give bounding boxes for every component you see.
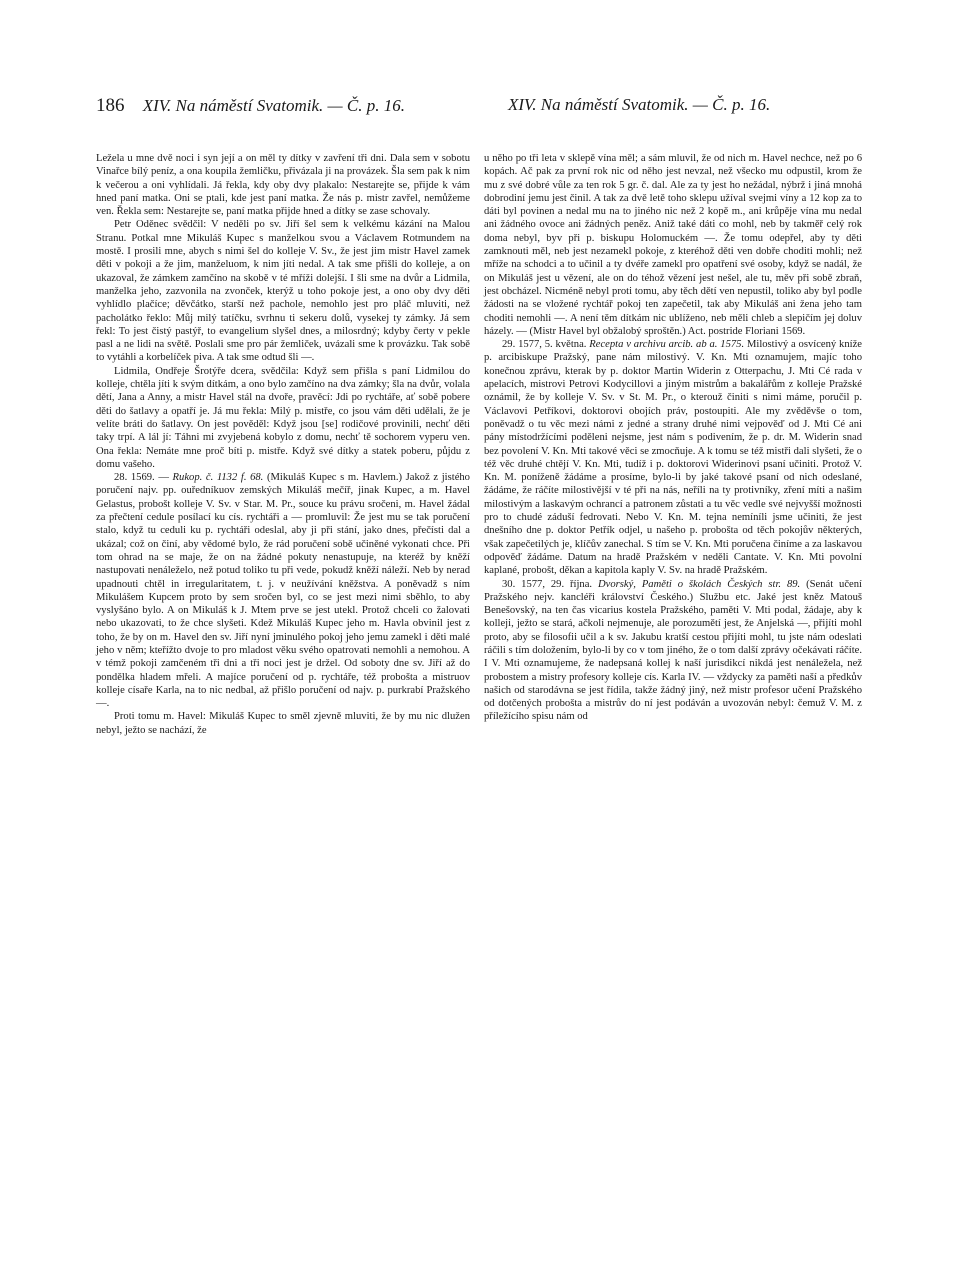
- paragraph: u něho po tři leta v sklepě vína měl; a sám mluvil, že od nich m. Havel nechce, než po 6 kopách. Ač pak za první rok nic od něho jest nevzal, než všecko mu odpustil, krom že mu z své dobré vůle za ten rok 5 gr. č. dal. Ale za ty jest ho nežádal, nýbrž i jiná mnohá dobrodiní jemu jest činil. A tak za dvě letě toho sklepu užíval svejmi víny a 12 kop za to dáti byl povinen a nedal mu na to jiného nic než 2 kopě m., ani krůpěje vína mu nedal ani žádného ovoce ani žádných peněz. Aniž také dáti co mohl, neb by takměř celý rok doma nebyl, byv při p. biskupu Holomuckém —. Že tomu odepřel, aby ty děti zamknouti měl, neb jest nezamekl pokoje, z kteréhož děti ven dobře choditi mohli; než mříže na schodci a to učinil a ty dvéře zamekl pro opatření své osoby, když se nadál, že on Mikuláš jest u vězení, ale on do téhož vězení jest nešel, ale tu, měv při sobě zbraň, jest obcházel. Nicméně nebyl proti tomu, aby těch dětí ven nepustil, toliko aby byl podle žádosti na se vložené rychtář pokoj ten zapečetil, tak aby Mikuláš ani žena jeho tam choditi nemohli —. A není těm dítkám nic ublíženo, neb měli chleb a slepičím jej doluv házely. — (Mistr Havel byl obžalobý sproštěn.) Act. postride Floriani 1569.: [484, 153, 862, 337]
- left-running-title: XIV. Na náměstí Svatomik. — Č. p. 16.: [142, 96, 405, 115]
- document-entry-28: [96, 471, 470, 710]
- source-citation: Dvorský, Paměti o školách Českých str. 89.: [597, 578, 801, 590]
- paragraph: Ležela u mne dvě noci i syn její a on měl ty dítky v zavření tři dni. Dala sem v sobotu Vinařce bílý peníz, a ona koupila žemličku, přivázala ji na provázek. Šla sem pak k nim k večerou a oni vyhlídali. Já řekla, kdy oby dvy plakalo: Nestarejte se, přijde k vám hned paní matka. Oni se ptali, kde jest paní matka. Že nás p. mistr zavřel, nemůžeme ven. Řekla sem: Nestarejte se, paní matka přijde hned a dítky se zase schovaly.: [96, 153, 470, 218]
- source-citation: Recepta v archivu arcib. ab a. 1575.: [589, 339, 745, 351]
- paragraph: Lidmila, Ondřeje Šrotýře dcera, svědčila: Když sem přišla s paní Lidmilou do kolleje, chtěla jíti k svým dítkám, a ono bylo zamčíno na dva zámky; šla na dvůr, volala dětí, Jana a Anny, a mistr Havel stál na dvoře, pravěcí: Jdi po rychtáře, ať sobě pobere děti do šatlavy a opatří je. Já mu řekla: Milý p. mistře, co jsou vám děti udělali, že je velíte bráti do šatlavy. On jest pověděl: Když jsou [se] rodičové provinili, nechť děti taky trpí. A lál jí: Táhni mi zvyjebená kobylo z domu, nechť tě sochorem vyperu ven. Ona řekla: Nemáte mne proč bíti p. mistře. Když své dítky a statek poberu, půjdu z domu vašeho.: [96, 365, 470, 470]
- entry-text: (Senát učení Pražského nejv. kancléři království Českého.) Službu etc. Jaké jest kněz Matouš Benešovský, na ten čas vicarius kostela Pražského, paměti V. Mti podal, žádaje, aby k kolleji, ježto se stará, ačkoli nejmenuje, ale porozumětí jest, že Anjelská —, přijíti mohl proto, aby se filosofii učil a k sv. Jakubu kratší cestou přijíti mohl, tu jste nám odeslati ráčili s tím doložením, bylo-li by co v tom jiného, že o tom další zprávy očekávati ráčíte. I V. Mti oznamujeme, že nadepsaná kollej k naší jurisdikcí nikdá jest nenáležela, než probostem a mistry profesory kolleje cís. Karla IV. — vždycky za paměti naší a předkův našich od starodávna se jest řídila, takže žádný jiný, než mistr profesor učení Pražského od dotčených probošta a mistrův do ní jest podáván a uvozován nebyl: čemuž V. M. z příležícího spisu nám od: [484, 578, 862, 723]
- header-left: [96, 95, 405, 117]
- paragraph: Petr Oděnec svědčil: V neděli po sv. Jiří šel sem k velkému kázání na Malou Stranu. Potkal mne Mikuláš Kupec s manželkou svou a Václavem Rotmundem na mostě. I prosili mne, abych s nimi šel do kolleje V. Sv., že jest jim mistr Havel zamek děti v pokoji a že jim, manželuom, k nim jíti nedal. A tak sme přišli do kolleje, a on ukazoval, že zámkem zamčíno na skobě v té mříži dolejší. I šli sme na dvůr a Lidmila, manželka jeho, zazvonila na zvonček, kterýž u toho pokoje jest, a ono oby dvy děti vyhlídlo plačíce; děvčátko, starší než pachole, nemohlo jest pro pláč mluviti, než pacholátko řeklo: Můj milý tatíčku, svrhnu ti sekeru dolů, vysekej ty zámky. Já sem řekl: To jest čistý pastýř, to evangelium slyšel dnes, a milosrdný; kdyby čerty v pekle pasl a ne lidi na světě. Poslali sme pro pár žemliček, uvázali sme k provázku. Tak sobě to vytáhli a korbelíček piva. A tak sme odtud šli —.: [96, 219, 470, 364]
- entry-number: 28. 1569. —: [114, 472, 173, 484]
- right-column: [484, 152, 862, 724]
- entry-text: (Mikuláš Kupec s m. Havlem.) Jakož z jistého poručení najv. pp. ouředníkuov zemských Mikuláš mečíř, jinak Kupec, a m. Havel Gelastus, probošt kolleje V. Sv. v Star. M. Pr., souce ku právu sročeni, m. Havel žádal za přečtení cedule posílací ku cís. rychtáři a — promluvil: Že jest mu se tak poručení stalo, když tu ceduli ku p. rychtáři odeslal, aby ji při stání, jako dnes, přečísti dal a ukázal; což on činí, aby vědomé bylo, že rád poručení sobě učiněné vykonati chce. Při tom ohrad na se maje, že on na žádné pokuty nenastupuje, na kteréž by kněží nastupovati nenáleželo, než potud toliko tu při vede, pokudž kněží náleží. Neb by nerad upadnouti chtěl in irregularitatem, t. j. v neužívání kněžstva. A poněvadž s ním Mikulášem Kupcem proto by sem sročen byl, co se jest mezi nimi sběhlo, to aby vyslyšáno bylo. A on Mikuláš k J. Mtem prve se jest utekl. Protož chceli co žalovati nebo ukazovati, to že chce slyšeti. Kdež Mikuláš Kupec jeho m. Havla obvinil jest z toho, že by on m. Havel den sv. Jiří nyní jminulého pokoj jeho jemu zamekl i děti malé jeho v něm; kteřížto dvoje to pro mladost věku svého opatrovati nemohli a nemohou. A v témž pokoji zamčeném tři dni a tři noci jest je držel. Od soboty dne sv. Jiří až do pondělka hladem mřeli. A majíce poručení od p. rychtáře, též probošta a mistruov kolleje císaře Karla, na to nic nedbal, až přišlo poručení od najv. p. purkrabí Pražského —.: [96, 472, 470, 710]
- page-header: [96, 95, 866, 119]
- entry-number: 29. 1577, 5. května.: [502, 339, 590, 351]
- entry-text: Milostivý a osvícený kníže p. arcibiskupe Pražský, pane nám milostivý. V. Kn. Mti oznamujem, majíc toho konečnou zprávu, kterak by p. doktor Martin Widerin z Otterpachu, J. Mti Cé rada v apelacích, mistrovi Petrovi Kodycillovi a jiným mistrům a bakalářům z kolleje Pražské oznámil, že by kolleje V. Sv. v St. M. Pr., o kterouž činiti s nimi máme, poručil p. Václavovi Petříkovi, doktorovi obojích práv, postoupiti. Ale my zvěděvše o tom, poněvadž o tu věc mezi námi z jedné a strany druhé nimi vejpověď od J. Mti Cé ani pány místodržícími poděleni nejsme, jest nám s podivením, že p. dr. M. Widerin snad bez povolení V. Kn. Mti takové věci se zmocňuje. A k tomu se též mistři dali slyšeti, že o též věc druhé chtějí V. Kn. Mti, tudíž i p. doktorovi Widerinovi psaní učiniti. Protož V. Kn. M. poníženě žádáme a prosíme, bylo-li by jaké takové psaní od nich odeslané, žádáme, že ráčíte milostivější v té při na nás, neříli na ty protivníky, zření míti a našim milostivým a laskavým ochrancí a patronem zůstati a tu věc vedle své nejvyšší možnosti pro to chudé záduší fedrovati. Nebo V. Kn. M. tejna nemíníli jsme učiniti, že jest dnešního dne p. doktor Petřík odjel, u našeho p. probošta od těch pokojův některých, však zapečetilých je, klíčův zanechal. S tím se V. Kn. Mti poručena činíme a za laskavou odpověď žádáme. Datum na hradě Pražském v neděli Cantate. V. Kn. Mti povolní kaplané, probošt, děkan a kapitola kaply V. Sv. na hradě Pražském.: [484, 339, 862, 577]
- right-running-title: XIV. Na náměstí Svatomik. — Č. p. 16.: [508, 95, 771, 114]
- entry-number: 30. 1577, 29. října.: [502, 578, 598, 590]
- left-column: [96, 152, 470, 737]
- page-number: 186: [96, 95, 125, 116]
- document-entry-29: [484, 338, 862, 577]
- source-citation: Rukop. č. 1132 f. 68.: [172, 472, 264, 484]
- paragraph: Proti tomu m. Havel: Mikuláš Kupec to směl zjevně mluviti, že by mu nic dlužen nebyl, ježto se nachází, že: [96, 711, 470, 736]
- document-entry-30: [484, 578, 862, 724]
